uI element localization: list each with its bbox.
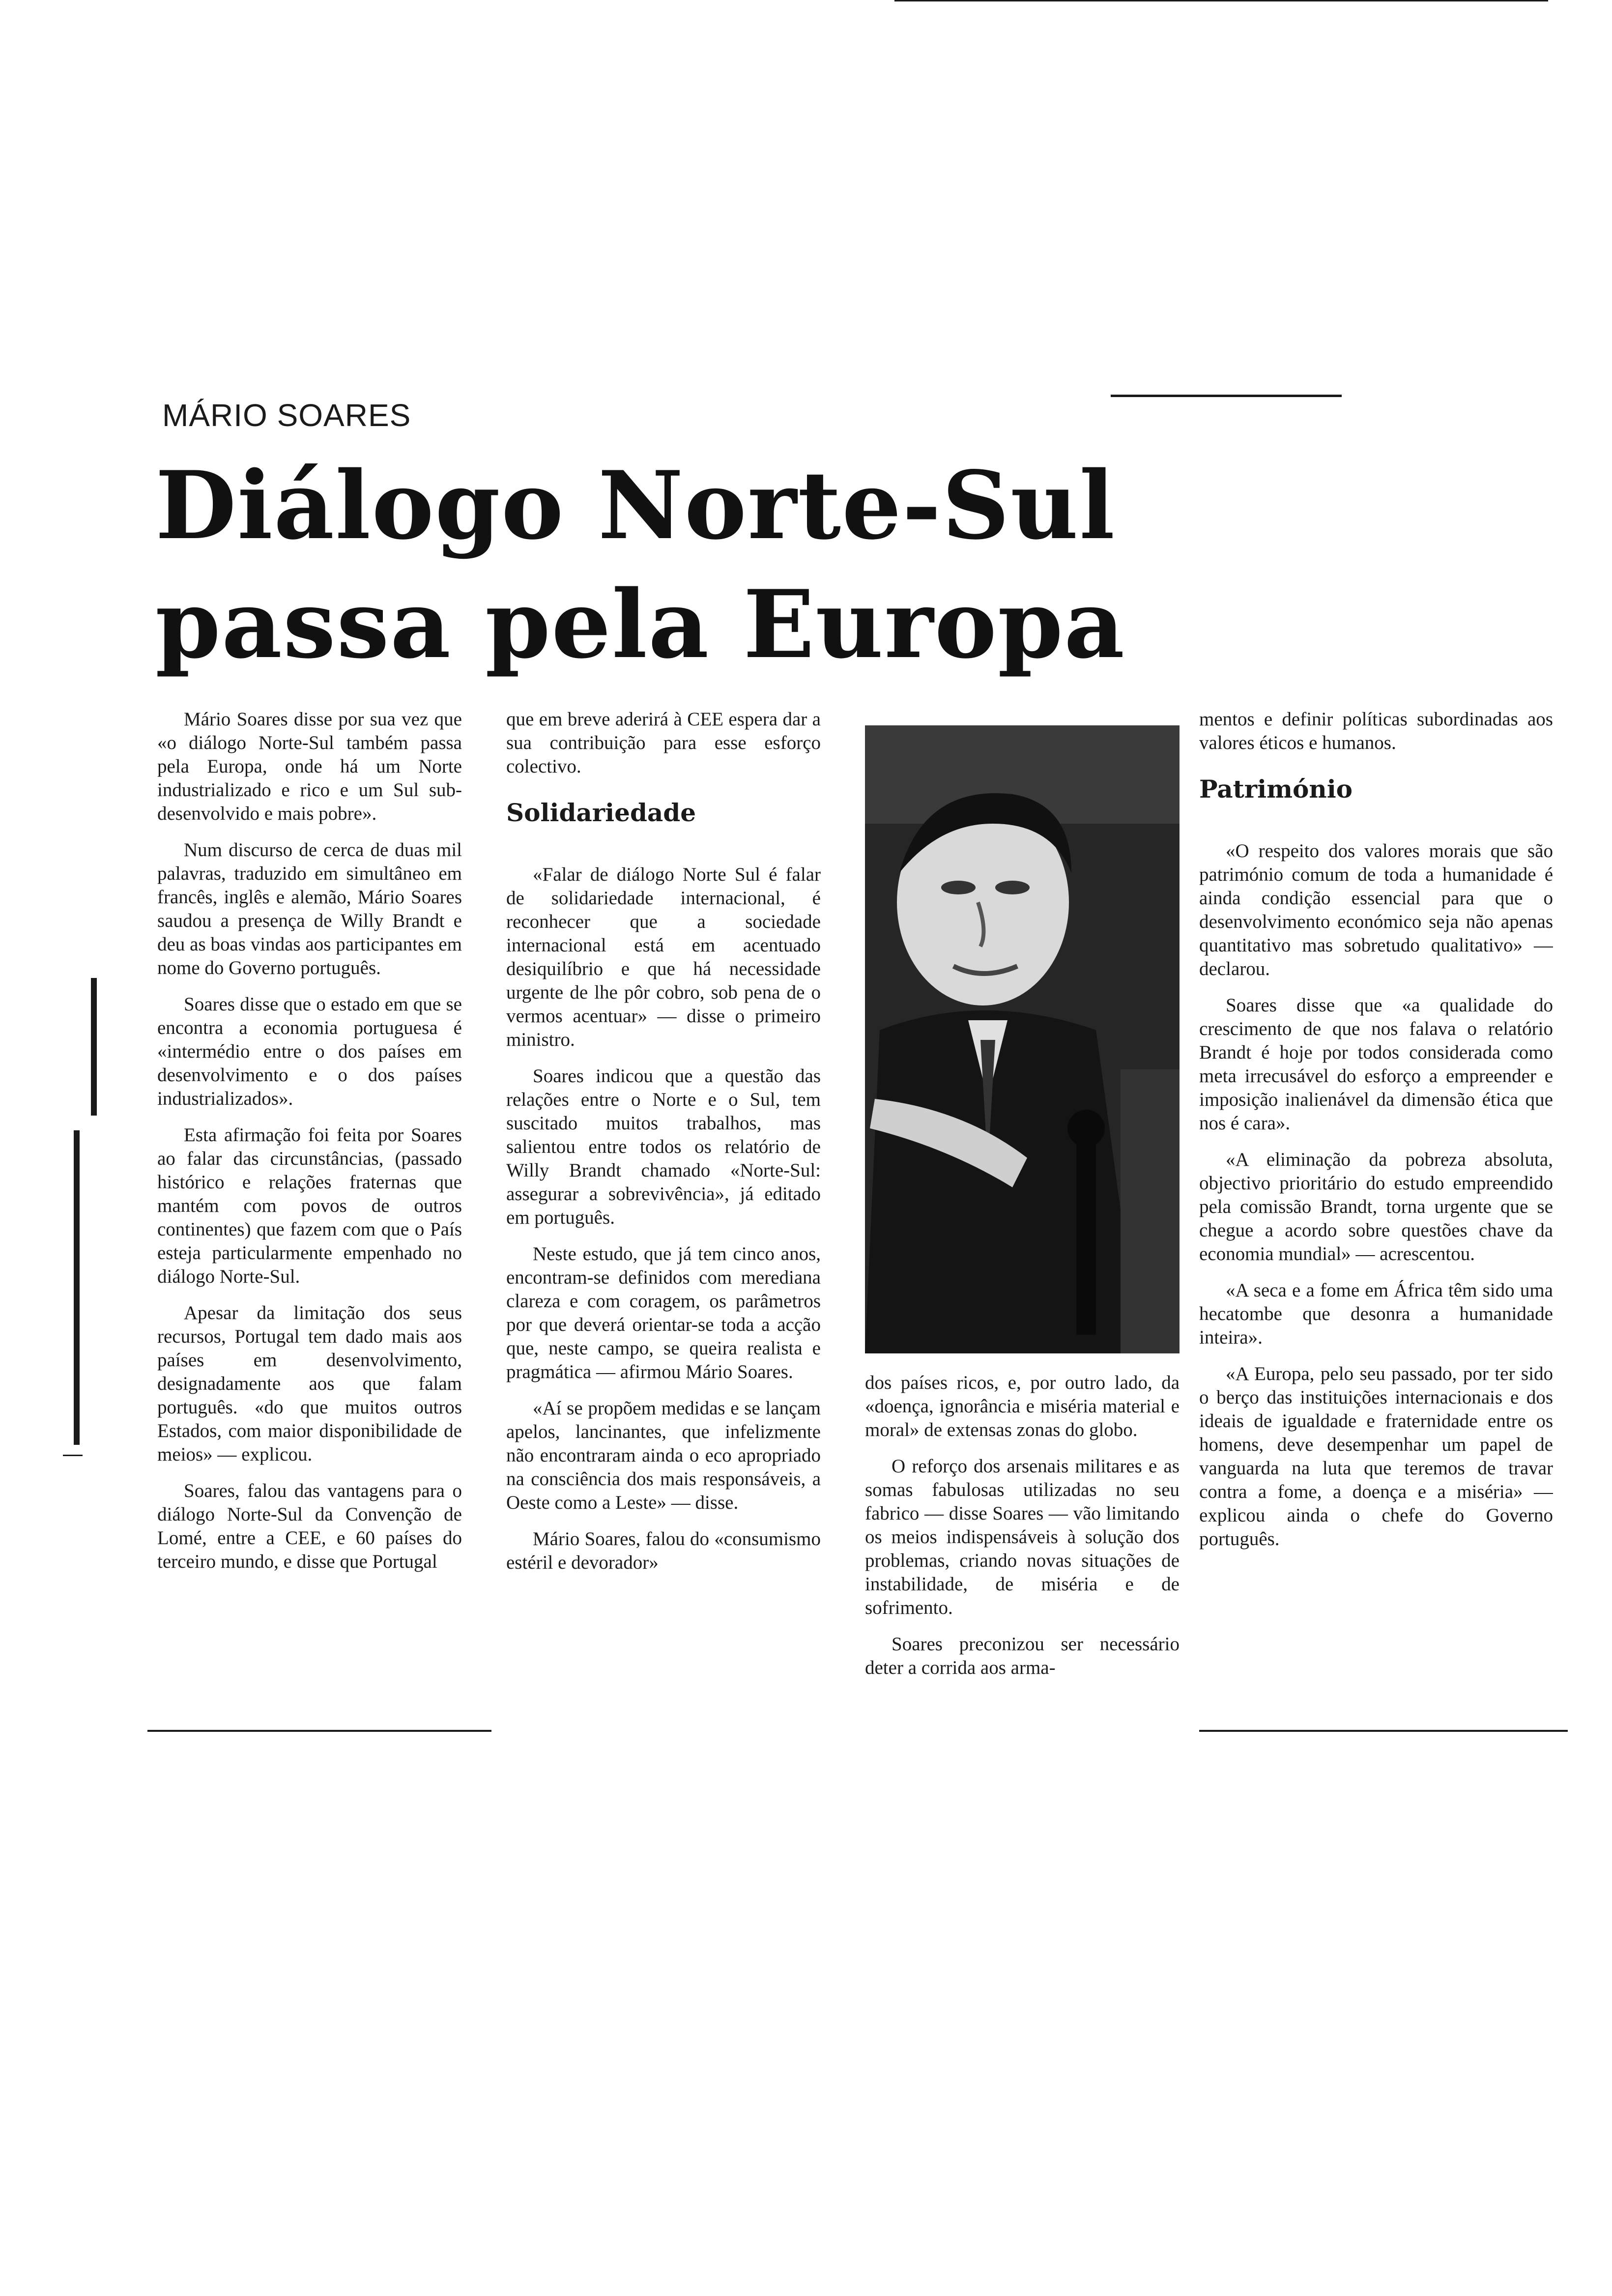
header-rule	[1111, 395, 1342, 397]
article-column-3	[865, 1371, 1180, 1715]
paragraph: Soares, falou das vantagens para o diálogo Norte-Sul da Convenção de Lomé, entre a CEE, e 60 países do terceiro mundo, e disse que Portugal	[157, 1480, 462, 1572]
paragraph: Soares disse que o estado em que se encontra a economia portuguesa é «intermédio entre o dos países em desenvolvimento e o dos países industrializados».	[157, 994, 462, 1109]
article-column-1	[157, 708, 462, 1695]
paragraph: mentos e definir políticas subordinadas aos valores éticos e humanos.	[1199, 709, 1553, 753]
article-column-4	[1199, 708, 1553, 1695]
paragraph: «A seca e a fome em África têm sido uma hecatombe que desonra a humanidade inteira».	[1199, 1280, 1553, 1348]
section-heading-solidariedade: Solidariedade	[506, 798, 696, 827]
paragraph: Mário Soares, falou do «consumismo estéril e devorador»	[506, 1528, 821, 1573]
paragraph: Esta afirmação foi feita por Soares ao falar das circunstâncias, (passado histórico e relações fraternas que mantém com povos de outros continentes) que fazem com que o País esteja particularmente empenhado no diálogo Norte-Sul.	[157, 1124, 462, 1287]
paragraph: O reforço dos arsenais militares e as somas fabulosas utilizadas no seu fabrico — disse Soares — vão limitando os meios indispensáveis à solução dos problemas, criando novas situações de instabilidade, de miséria e de sofrimento.	[865, 1456, 1180, 1618]
headline-line-1: Diálogo Norte-Sul	[155, 451, 1116, 560]
article-column-2	[506, 708, 821, 1695]
paragraph: «O respeito dos valores morais que são património comum de toda a humanidade é ainda condição essencial para que o desenvolvimento económico seja não apenas quantitativo mas sobretudo qualitativo» — declarou.	[1199, 840, 1553, 979]
paragraph: dos países ricos, e, por outro lado, da «doença, ignorância e miséria material e moral» de extensas zonas do globo.	[865, 1372, 1180, 1440]
headline	[155, 446, 1237, 684]
author-byline: MÁRIO SOARES	[162, 398, 411, 433]
portrait-photo	[865, 725, 1180, 1353]
paragraph: «A Europa, pelo seu passado, por ter sido o berço das instituições internacionais e dos ideais de igualdade e fraternidade entre os homens, deve desempenhar um papel de vanguarda na luta que teremos de travar contra a fome, a doença e a miséria» — explicou ainda o chefe do Governo português.	[1199, 1363, 1553, 1550]
headline-line-2: passa pela Europa	[155, 570, 1126, 679]
paragraph: Soares indicou que a questão das relações entre o Norte e o Sul, tem suscitado muitos trabalhos, mas salientou entre todos os relatório de Willy Brandt chamado «Norte-Sul: assegurar a sobrevivência», já editado em português.	[506, 1065, 821, 1228]
paragraph: Mário Soares disse por sua vez que «o diálogo Norte-Sul também passa pela Europa, onde há um Norte industrializado e rico e um Sul sub-desenvolvido e mais pobre».	[157, 709, 462, 824]
top-rule	[894, 0, 1548, 1]
paragraph: Soares preconizou ser necessário deter a corrida aos arma-	[865, 1634, 1180, 1678]
margin-mark-1	[91, 978, 97, 1116]
column-end-rule-1	[147, 1730, 491, 1732]
section-heading-patrimonio: Património	[1199, 775, 1353, 804]
margin-mark-3	[63, 1455, 83, 1456]
margin-mark-2	[74, 1130, 80, 1445]
paragraph: «A eliminação da pobreza absoluta, objectivo prioritário do estudo empreendido pela comissão Brandt, torna urgente que se chegue a acordo sobre questões chave da economia mundial» — acrescentou.	[1199, 1149, 1553, 1264]
paragraph: Neste estudo, que já tem cinco anos, encontram-se definidos com merediana clareza e com coragem, os parâmetros por que deverá orientar-se toda a acção que, neste campo, se queira realista e pragmática — afirmou Mário Soares.	[506, 1243, 821, 1382]
paragraph: Apesar da limitação dos seus recursos, Portugal tem dado mais aos países em desenvolvimento, designadamente aos que falam português. «do que muitos outros Estados, com maior disponibilidade de meios» — explicou.	[157, 1302, 462, 1465]
paragraph: «Aí se propõem medidas e se lançam apelos, lancinantes, que infelizmente não encontraram ainda o eco apropriado na consciência dos mais responsáveis, a Oeste como a Leste» — disse.	[506, 1398, 821, 1513]
portrait-illustration	[865, 725, 1180, 1353]
paragraph: «Falar de diálogo Norte Sul é falar de solidariedade internacional, é reconhecer que a sociedade internacional está em acentuado desiquilíbrio e que há necessidade urgente de lhe pôr cobro, sob pena de o vermos acentuar» — disse o primeiro ministro.	[506, 864, 821, 1050]
paragraph: que em breve aderirá à CEE espera dar a sua contribuição para esse esforço colectivo.	[506, 709, 821, 777]
paragraph: Soares disse que «a qualidade do crescimento de que nos falava o relatório Brandt é hoje por todos considerada como meta irrecusável do esforço a empreender e imposição inalienável da dimensão ética que nos é cara».	[1199, 995, 1553, 1134]
column-end-rule-4	[1199, 1730, 1568, 1732]
paragraph: Num discurso de cerca de duas mil palavras, traduzido em simultâneo em francês, inglês e alemão, Mário Soares saudou a presença de Willy Brandt e deu as boas vindas aos participantes em nome do Governo português.	[157, 839, 462, 978]
